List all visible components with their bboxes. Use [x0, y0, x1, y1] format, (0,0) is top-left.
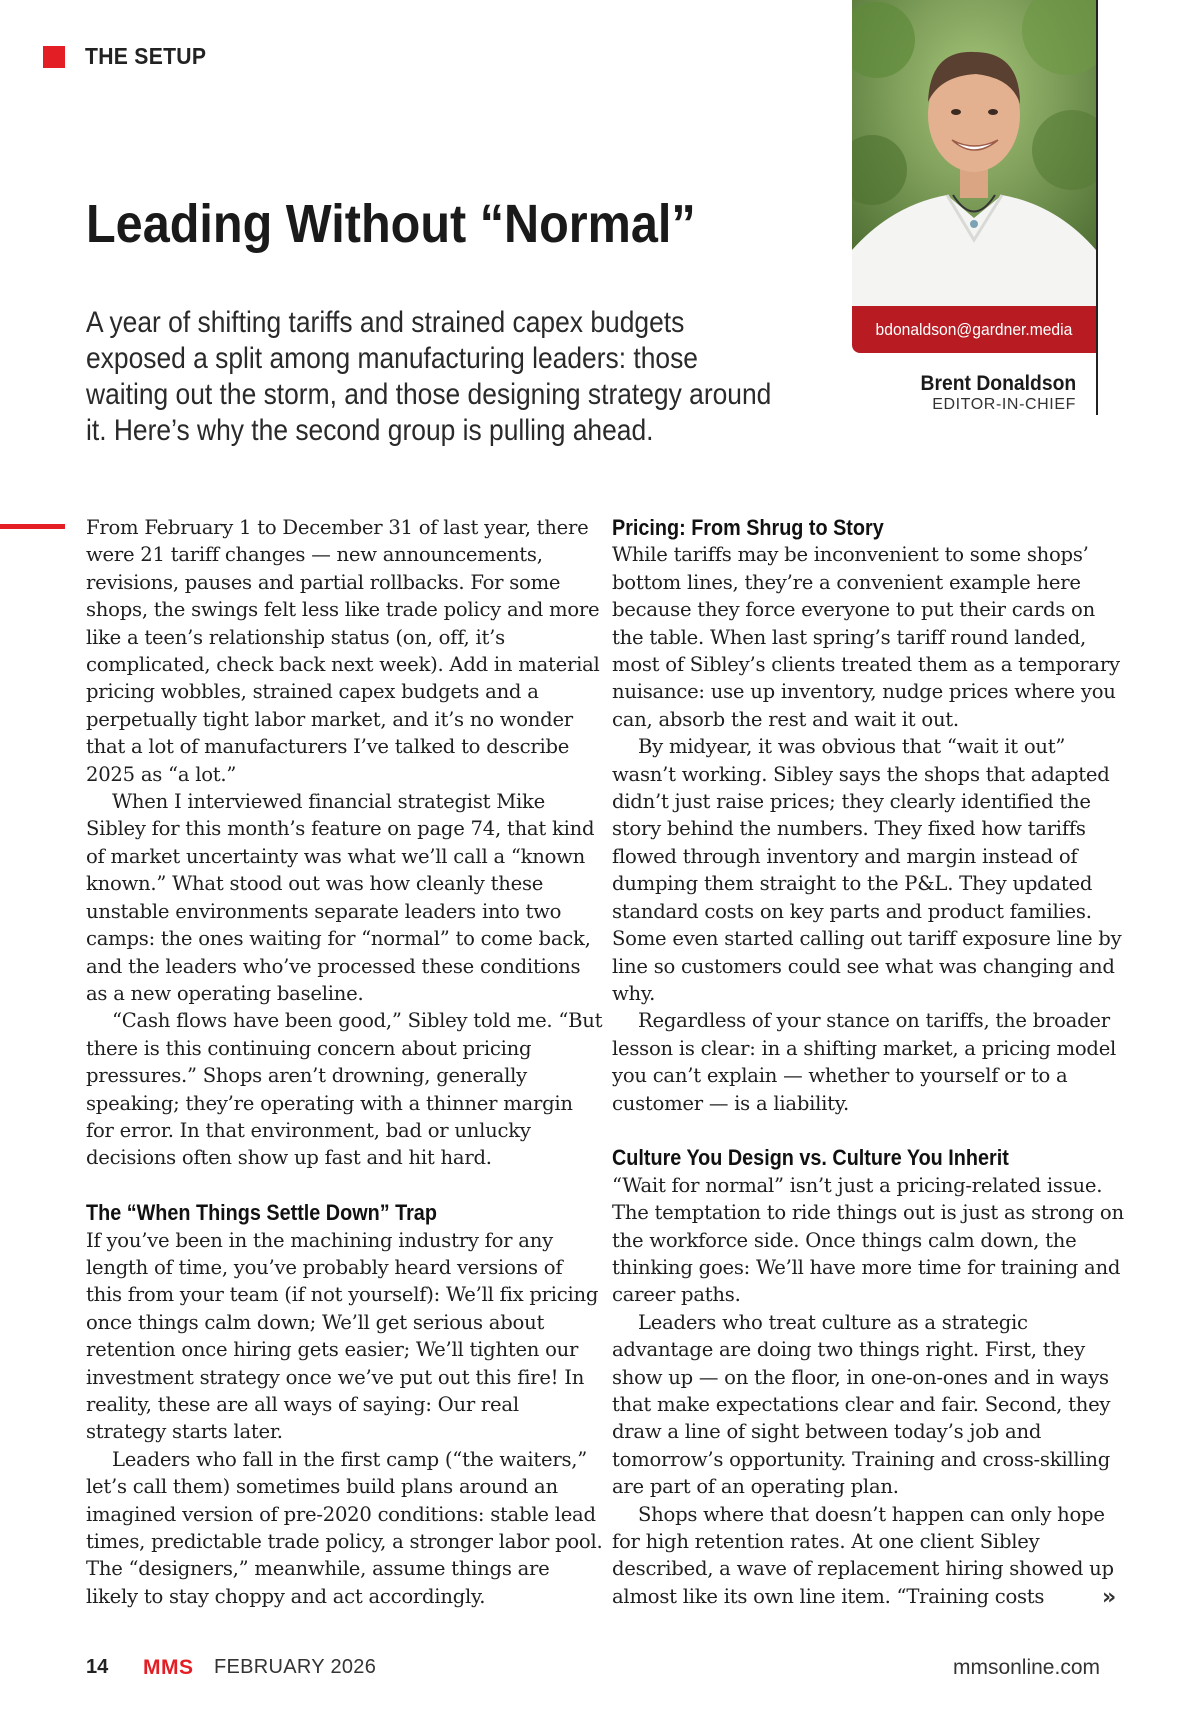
paragraph: Leaders who treat culture as a strategic advantage are doing two things right. First, they show up — on the floor, in one-on-ones and in ways that make expectations clear and fair. Second, they draw a line of sight between today’s job and tomorrow’s opportunity. Training and cross-skilling are part of an operating plan.: [612, 1310, 1111, 1499]
author-email[interactable]: bdonaldson@gardner.media: [875, 319, 1073, 339]
author-title: EDITOR-IN-CHIEF: [932, 396, 1076, 413]
section-label: THE SETUP: [85, 43, 207, 69]
page-number: 14: [86, 1656, 109, 1678]
paragraph: “Cash flows have been good,” Sibley told me. “But there is this continuing concern about pricing pressures.” Shops aren’t drowning, generally speaking; they’re operating with a thinner margin for error. In that environment, bad or unlucky decisions often show up fast and hit hard.: [86, 1009, 603, 1170]
paragraph: “Wait for normal” isn’t just a pricing-related issue. The temptation to ride things out is just as strong on the workforce side. Once things calm down, the thinking goes: We’ll have more time for training and career paths.: [612, 1173, 1124, 1307]
author-box: [852, 0, 1098, 415]
page-footer: [86, 1656, 1100, 1686]
author-email-link[interactable]: [852, 306, 1096, 353]
body-column-right: [612, 514, 1130, 1610]
author-divider: [1096, 0, 1098, 415]
article-headline: Leading Without “Normal”: [86, 194, 696, 254]
paragraph: When I interviewed financial strategist Mike Sibley for this month’s feature on page 74, that kind of market uncertainty was what we’ll call a “known known.” What stood out was how cleanly these unstable environments separate leaders into two camps: the ones waiting for “normal” to come back, and the leaders who’ve processed these conditions as a new operating baseline.: [86, 790, 595, 1005]
paragraph: By midyear, it was obvious that “wait it out” wasn’t working. Sibley says the shops that adapted didn’t just raise prices; they clearly identified the story behind the numbers. They fixed how tariffs flowed through inventory and margin instead of dumping them straight to the P&L. They updated standard costs on key parts and product families. Some even started calling out tariff exposure line by line so customers could see what was changing and why.: [612, 735, 1122, 1005]
issue-date: FEBRUARY 2026: [214, 1656, 377, 1678]
paragraph: Regardless of your stance on tariffs, the broader lesson is clear: in a shifting market, a pricing model you can’t explain — whether to yourself or to a customer — is a liability.: [612, 1009, 1117, 1115]
author-name: Brent Donaldson: [920, 372, 1076, 395]
subhead: The “When Things Settle Down” Trap: [86, 1200, 437, 1226]
subhead: Culture You Design vs. Culture You Inherit: [612, 1145, 1009, 1171]
section-marker: [43, 46, 65, 68]
paragraph: From February 1 to December 31 of last year, there were 21 tariff changes — new announcements, revisions, pauses and partial rollbacks. For some shops, the swings felt less like trade policy and more like a teen’s relationship status (on, off, it’s complicated, check back next week). Add in material pricing wobbles, strained capex budgets and a perpetually tight labor market, and it’s no wonder that a lot of manufacturers I’ve talked to describe 2025 as “a lot.”: [86, 516, 600, 786]
article-deck: A year of shifting tariffs and strained capex budgets exposed a split among manufacturing leaders: those waiting out the storm, and those designing strategy around it. Here’s why the second group is pulling ahead.: [86, 306, 772, 447]
continue-arrow-icon: »: [1102, 1585, 1113, 1610]
website-link[interactable]: mmsonline.com: [952, 1656, 1100, 1679]
paragraph: Leaders who fall in the first camp (“the waiters,” let’s call them) sometimes build plans around an imagined version of pre-2020 conditions: stable lead times, predictable trade policy, a stronger labor pool. The “designers,” meanwhile, assume things are likely to stay choppy and act accordingly.: [86, 1447, 603, 1608]
paragraph: Shops where that doesn’t happen can only hope for high retention rates. At one client Sibley described, a wave of replacement hiring showed up almost like its own line item. “Training costs: [612, 1502, 1114, 1608]
subhead: Pricing: From Shrug to Story: [612, 515, 884, 540]
body-column-left: [86, 514, 604, 1610]
paragraph: While tariffs may be inconvenient to some shops’ bottom lines, they’re a convenient example here because they force everyone to put their cards on the table. When last spring’s tariff round landed, most of Sibley’s clients treated them as a temporary nuisance: use up inventory, nudge prices where you can, absorb the rest and wait it out.: [612, 543, 1120, 731]
publication-logo: MMS: [143, 1656, 194, 1679]
author-photo: [852, 0, 1096, 306]
section-tag: [43, 43, 217, 70]
paragraph: If you’ve been in the machining industry for any length of time, you’ve probably heard versions of this from your team (if not yourself): We’ll fix pricing once things calm down; We’ll get serious about retention once hiring gets easier; We’ll tighten our investment strategy once we’ve put out this fire! In reality, these are all ways of saying: Our real strategy starts later.: [86, 1228, 599, 1444]
margin-rule: [0, 524, 65, 529]
